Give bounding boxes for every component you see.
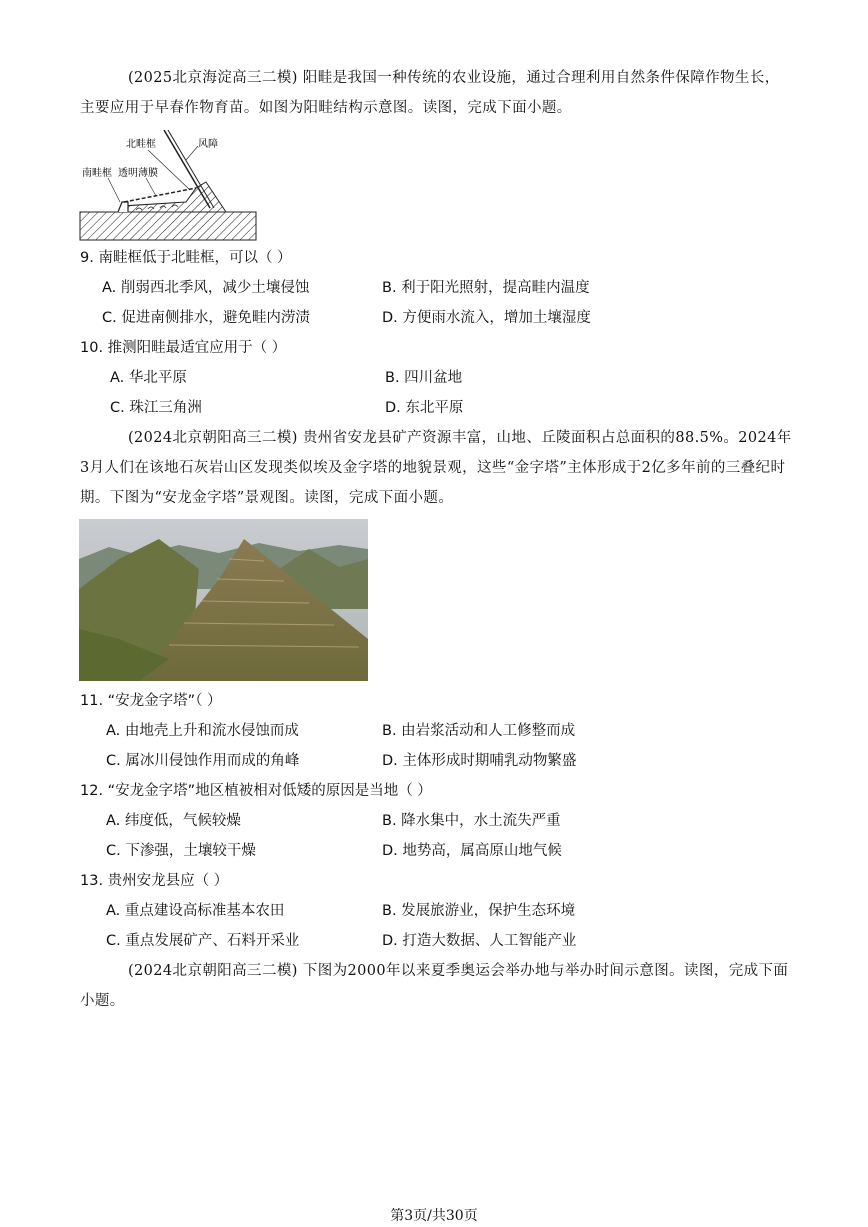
question-13-stem: 13. 贵州安龙县应（ ） bbox=[80, 873, 229, 889]
question-11-option-a: A. 由地壳上升和流水侵蚀而成 bbox=[106, 723, 299, 739]
question-12-option-d: D. 地势高，属高原山地气候 bbox=[382, 843, 562, 859]
intro-paragraph-2: (2024北京朝阳高三二模) 贵州省安龙县矿产资源丰富，山地、丘陵面积占总面积的88.5%。2024年3月人们在该地石灰岩山区发现类似埃及金字塔的地貌景观，这些“金字塔”主体形成于2亿多年前的三叠纪时期。下图为“安龙金字塔”景观图。读图，完成下面小题。 bbox=[80, 430, 792, 506]
question-9-option-c: C. 促进南侧排水，避免畦内涝渍 bbox=[102, 310, 310, 326]
question-11-option-c: C. 属冰川侵蚀作用而成的角峰 bbox=[106, 753, 300, 769]
question-12-option-a: A. 纬度低，气候较燥 bbox=[106, 813, 241, 829]
label-transparent-film: 透明薄膜 bbox=[118, 168, 158, 179]
question-13-option-b: B. 发展旅游业，保护生态环境 bbox=[382, 903, 576, 919]
question-11-option-b: B. 由岩浆活动和人工修整而成 bbox=[382, 723, 576, 739]
label-screen: 风障 bbox=[198, 139, 218, 150]
question-12-stem: 12. “安龙金字塔”地区植被相对低矮的原因是当地（ ） bbox=[80, 783, 432, 799]
question-10-option-d: D. 东北平原 bbox=[385, 400, 464, 416]
question-10-stem: 10. 推测阳畦最适宜应用于（ ） bbox=[80, 340, 287, 356]
question-9-option-a: A. 削弱西北季风，减少土壤侵蚀 bbox=[102, 280, 310, 296]
question-10-option-b: B. 四川盆地 bbox=[385, 370, 463, 386]
intro-paragraph-3: (2024北京朝阳高三二模) 下图为2000年以来夏季奥运会举办地与举办时间示意图。读图，完成下面小题。 bbox=[80, 963, 789, 1009]
question-11-option-d: D. 主体形成时期哺乳动物繁盛 bbox=[382, 753, 577, 769]
intro-paragraph-1: (2025北京海淀高三二模) 阳畦是我国一种传统的农业设施，通过合理利用自然条件保障作物生长，主要应用于早春作物育苗。如图为阳畦结构示意图。读图，完成下面小题。 bbox=[80, 70, 780, 116]
page-number-footer: 第3页/共30页 bbox=[390, 1208, 478, 1224]
question-12-option-c: C. 下渗强，土壤较干燥 bbox=[106, 843, 256, 859]
question-13-option-a: A. 重点建设高标准基本农田 bbox=[106, 903, 285, 919]
question-10-option-c: C. 珠江三角洲 bbox=[110, 400, 202, 416]
label-south-frame: 南畦框 bbox=[82, 168, 112, 179]
question-12-option-b: B. 降水集中，水土流失严重 bbox=[382, 813, 561, 829]
anlong-pyramid-photo bbox=[79, 519, 368, 681]
question-10-option-a: A. 华北平原 bbox=[110, 370, 187, 386]
question-9-option-b: B. 利于阳光照射，提高畦内温度 bbox=[382, 280, 590, 296]
question-9-option-d: D. 方便雨水流入，增加土壤湿度 bbox=[382, 310, 591, 326]
question-11-stem: 11. “安龙金字塔”（ ） bbox=[80, 693, 222, 709]
question-13-option-d: D. 打造大数据、人工智能产业 bbox=[382, 933, 577, 949]
question-9-stem: 9. 南畦框低于北畦框，可以（ ） bbox=[80, 250, 292, 266]
question-13-option-c: C. 重点发展矿产、石料开采业 bbox=[106, 933, 300, 949]
label-north-frame: 北畦框 bbox=[126, 139, 156, 150]
yangqi-structure-diagram bbox=[78, 130, 258, 242]
